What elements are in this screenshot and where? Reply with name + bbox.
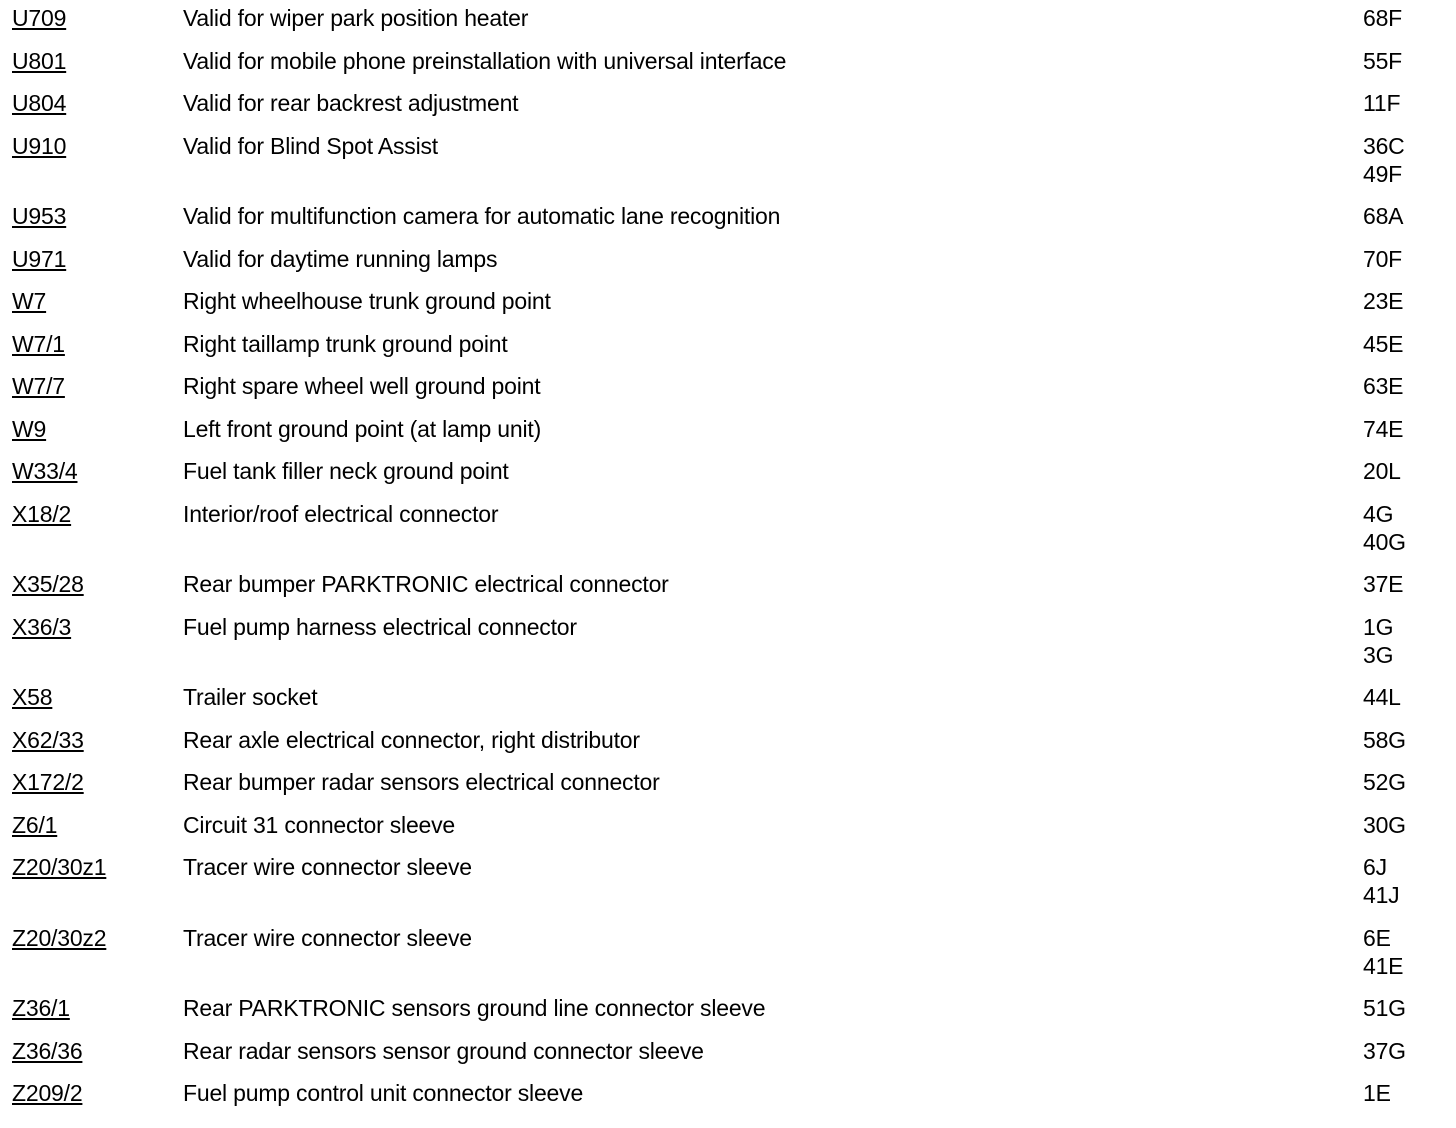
legend-row xyxy=(12,457,1442,485)
grid-reference: 68A xyxy=(1363,203,1404,229)
legend-row xyxy=(12,287,1442,315)
grid-reference-list xyxy=(1363,4,1402,32)
legend-row xyxy=(12,245,1442,273)
grid-reference: 3G xyxy=(1363,641,1394,668)
grid-reference-list xyxy=(1363,330,1403,358)
component-description: Fuel tank filler neck ground point xyxy=(183,458,509,484)
component-description: Tracer wire connector sleeve xyxy=(183,854,472,880)
component-description: Valid for mobile phone preinstallation with universal interface xyxy=(183,47,787,74)
grid-reference: 68F xyxy=(1363,5,1403,31)
grid-reference: 55F xyxy=(1363,47,1403,74)
grid-reference: 40G xyxy=(1363,528,1406,555)
component-code-link[interactable]: X35/28 xyxy=(12,571,84,597)
grid-reference-list xyxy=(1363,132,1405,188)
component-code-link[interactable]: X58 xyxy=(12,684,53,710)
component-description: Rear radar sensors sensor ground connector sleeve xyxy=(183,1037,704,1064)
component-description: Right taillamp trunk ground point xyxy=(183,330,508,357)
grid-reference-list xyxy=(1363,924,1403,980)
grid-reference: 20L xyxy=(1363,458,1401,484)
legend-row xyxy=(12,853,1442,909)
component-code-link[interactable]: Z20/30z2 xyxy=(12,924,107,951)
component-description: Rear axle electrical connector, right distributor xyxy=(183,726,640,753)
component-code-link[interactable]: U801 xyxy=(12,47,67,74)
component-description: Left front ground point (at lamp unit) xyxy=(183,415,542,442)
component-description: Valid for multifunction camera for automatic lane recognition xyxy=(183,203,781,229)
component-code-link[interactable]: U910 xyxy=(12,132,67,159)
component-code-link[interactable]: W9 xyxy=(12,415,47,442)
legend-row xyxy=(12,89,1442,117)
grid-reference-list xyxy=(1363,1079,1391,1107)
legend-row xyxy=(12,415,1442,443)
legend-row xyxy=(12,372,1442,400)
grid-reference: 37E xyxy=(1363,571,1404,597)
legend-row xyxy=(12,4,1442,32)
legend-row xyxy=(12,570,1442,598)
legend-row xyxy=(12,726,1442,754)
component-description: Rear bumper PARKTRONIC electrical connector xyxy=(183,571,669,597)
grid-reference: 52G xyxy=(1363,769,1406,795)
legend-row xyxy=(12,768,1442,796)
component-code-link[interactable]: U709 xyxy=(12,5,67,31)
grid-reference: 41E xyxy=(1363,952,1404,979)
grid-reference-list xyxy=(1363,457,1401,485)
grid-reference-list xyxy=(1363,683,1401,711)
component-code-link[interactable]: Z6/1 xyxy=(12,811,58,838)
grid-reference-list xyxy=(1363,570,1403,598)
component-code-link[interactable]: W7/7 xyxy=(12,373,65,399)
legend-row xyxy=(12,994,1442,1022)
grid-reference: 37G xyxy=(1363,1037,1406,1064)
grid-reference-list xyxy=(1363,768,1406,796)
component-code-link[interactable]: Z209/2 xyxy=(12,1080,83,1106)
grid-reference: 30G xyxy=(1363,811,1406,838)
legend-row xyxy=(12,202,1442,230)
component-description: Right wheelhouse trunk ground point xyxy=(183,288,551,314)
grid-reference-list xyxy=(1363,202,1403,230)
component-code-link[interactable]: W33/4 xyxy=(12,458,78,484)
component-description: Right spare wheel well ground point xyxy=(183,373,541,399)
legend-row xyxy=(12,811,1442,839)
legend-row xyxy=(12,47,1442,75)
legend-row xyxy=(12,924,1442,980)
grid-reference-list xyxy=(1363,613,1393,669)
grid-reference: 41J xyxy=(1363,882,1400,908)
component-description: Rear bumper radar sensors electrical connector xyxy=(183,769,660,795)
grid-reference: 45E xyxy=(1363,330,1404,357)
legend-row xyxy=(12,330,1442,358)
component-code-link[interactable]: U953 xyxy=(12,203,67,229)
grid-reference: 58G xyxy=(1363,726,1406,753)
grid-reference-list xyxy=(1363,287,1403,315)
component-code-link[interactable]: U971 xyxy=(12,245,67,272)
legend-row xyxy=(12,1079,1442,1107)
component-code-link[interactable]: W7/1 xyxy=(12,330,65,357)
grid-reference: 11F xyxy=(1363,90,1401,116)
component-code-link[interactable]: U804 xyxy=(12,90,67,116)
grid-reference-list xyxy=(1363,245,1402,273)
legend-row xyxy=(12,1037,1442,1065)
legend-row xyxy=(12,132,1442,188)
grid-reference-list xyxy=(1363,994,1406,1022)
grid-reference: 36C xyxy=(1363,132,1405,159)
grid-reference: 6E xyxy=(1363,924,1391,951)
component-legend-table xyxy=(12,4,1442,1122)
component-code-link[interactable]: W7 xyxy=(12,288,47,314)
component-description: Fuel pump harness electrical connector xyxy=(183,613,577,640)
grid-reference: 63E xyxy=(1363,373,1404,399)
component-code-link[interactable]: X172/2 xyxy=(12,769,84,795)
component-description: Fuel pump control unit connector sleeve xyxy=(183,1080,584,1106)
grid-reference-list xyxy=(1363,415,1403,443)
grid-reference-list xyxy=(1363,811,1406,839)
component-description: Valid for Blind Spot Assist xyxy=(183,132,438,159)
grid-reference: 49F xyxy=(1363,160,1403,187)
grid-reference: 51G xyxy=(1363,995,1406,1021)
component-description: Circuit 31 connector sleeve xyxy=(183,811,456,838)
component-description: Interior/roof electrical connector xyxy=(183,500,499,527)
component-code-link[interactable]: Z20/30z1 xyxy=(12,854,107,880)
component-code-link[interactable]: Z36/1 xyxy=(12,995,70,1021)
grid-reference-list xyxy=(1363,853,1399,909)
grid-reference-list xyxy=(1363,89,1400,117)
legend-row xyxy=(12,683,1442,711)
grid-reference: 70F xyxy=(1363,245,1403,272)
component-description: Valid for wiper park position heater xyxy=(183,5,529,31)
grid-reference: 1G xyxy=(1363,613,1394,640)
legend-row xyxy=(12,500,1442,556)
grid-reference-list xyxy=(1363,500,1406,556)
grid-reference: 23E xyxy=(1363,288,1404,314)
grid-reference: 1E xyxy=(1363,1080,1391,1106)
grid-reference-list xyxy=(1363,47,1402,75)
grid-reference: 4G xyxy=(1363,500,1394,527)
component-code-link[interactable]: Z36/36 xyxy=(12,1037,83,1064)
grid-reference-list xyxy=(1363,1037,1406,1065)
component-code-link[interactable]: X62/33 xyxy=(12,726,84,753)
component-code-link[interactable]: X18/2 xyxy=(12,500,72,527)
grid-reference: 74E xyxy=(1363,415,1404,442)
grid-reference: 44L xyxy=(1363,684,1401,710)
grid-reference: 6J xyxy=(1363,854,1387,880)
legend-row xyxy=(12,613,1442,669)
component-description: Valid for daytime running lamps xyxy=(183,245,498,272)
grid-reference-list xyxy=(1363,726,1406,754)
component-description: Valid for rear backrest adjustment xyxy=(183,90,519,116)
component-description: Tracer wire connector sleeve xyxy=(183,924,472,951)
grid-reference-list xyxy=(1363,372,1403,400)
component-code-link[interactable]: X36/3 xyxy=(12,613,72,640)
component-description: Trailer socket xyxy=(183,684,318,710)
component-description: Rear PARKTRONIC sensors ground line connector sleeve xyxy=(183,995,766,1021)
